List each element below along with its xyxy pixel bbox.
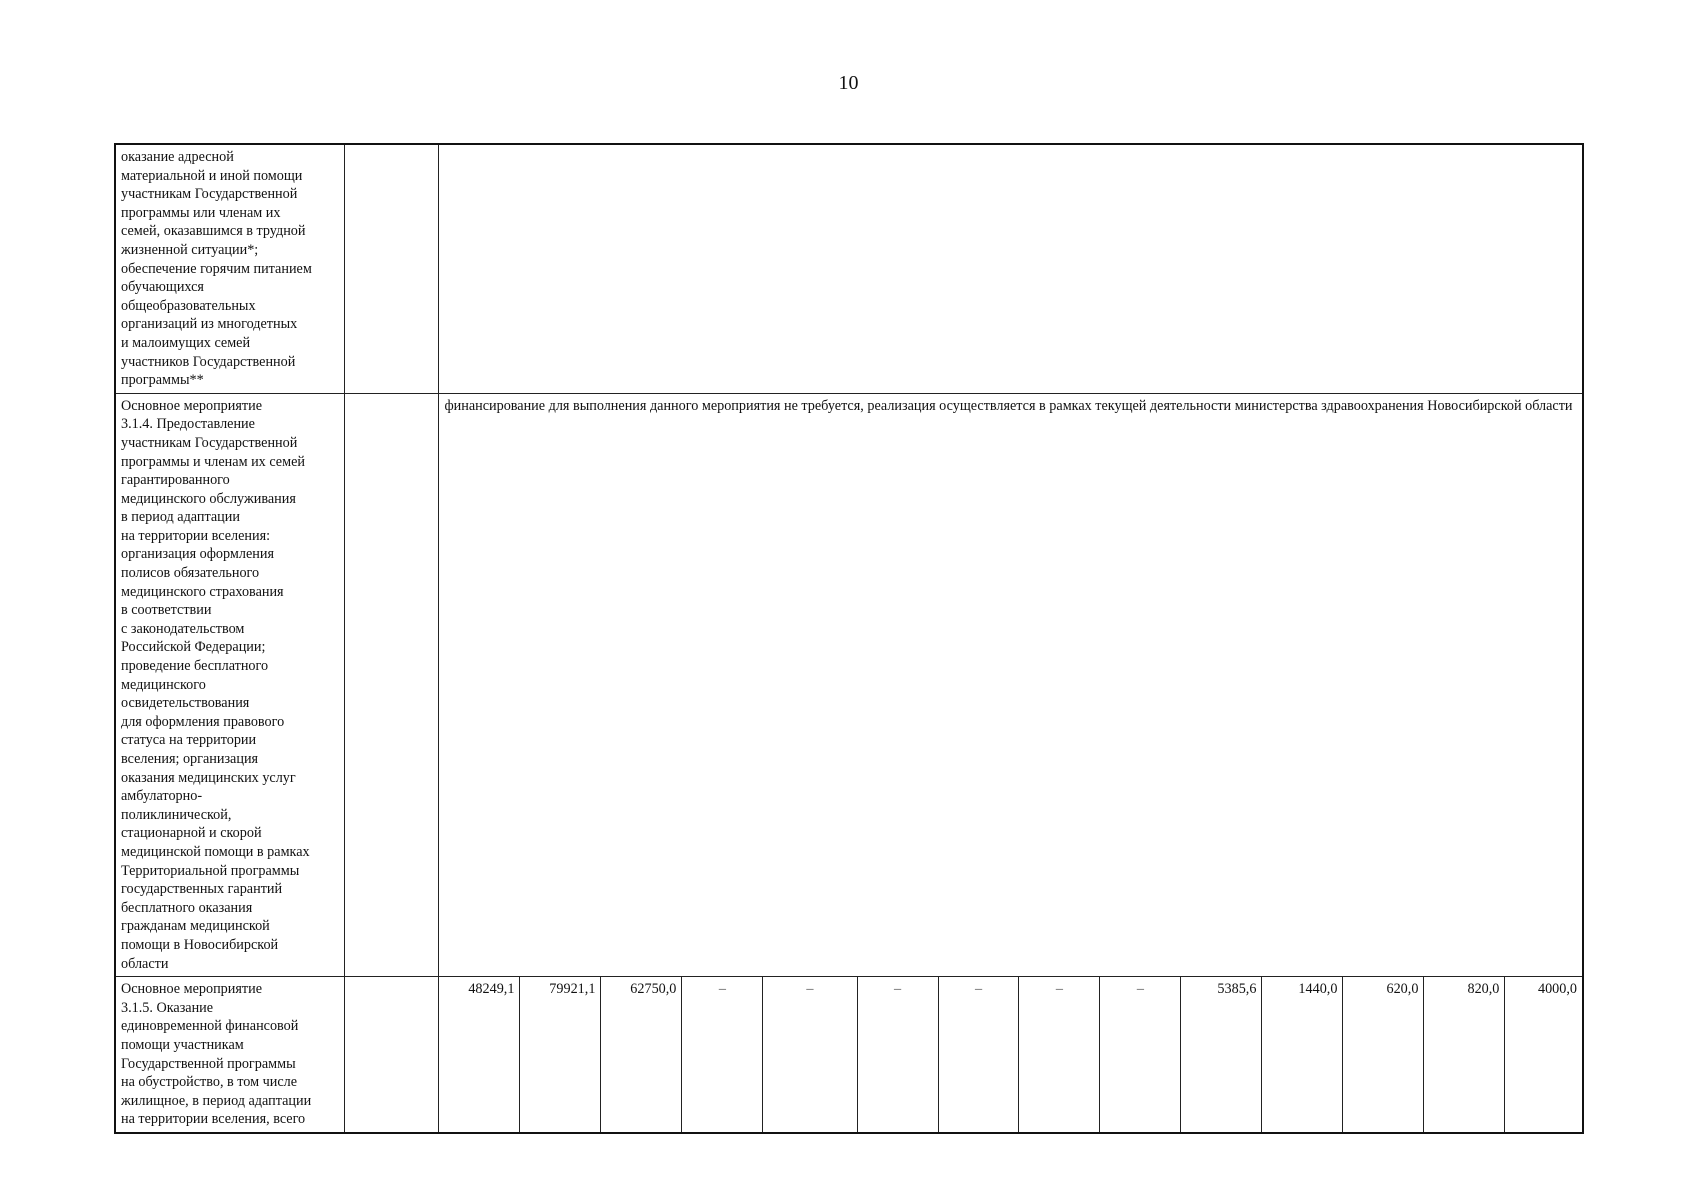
row-label: оказание адресной материальной и иной помощи участникам Государственной программы или членам их семей, оказавшимся в трудной жизненной ситуации*; обеспечение горячим питанием обучающихся общеобразовательных организаций из многодетных и малоимущих семей участников Государственной программы** — [115, 144, 345, 393]
page-number: 10 — [838, 72, 859, 94]
value-cell: – — [857, 977, 938, 1133]
value-cell: – — [1100, 977, 1181, 1133]
table-row — [115, 977, 1583, 1133]
value-cell: 1440,0 — [1262, 977, 1343, 1133]
row-col2 — [345, 393, 439, 976]
row-col2 — [345, 977, 439, 1133]
value-cell: – — [1019, 977, 1100, 1133]
value-cell: 62750,0 — [601, 977, 682, 1133]
value-cell: 4000,0 — [1505, 977, 1583, 1133]
value-cell: 5385,6 — [1181, 977, 1262, 1133]
value-cell: – — [938, 977, 1019, 1133]
value-cell: 620,0 — [1343, 977, 1424, 1133]
table-row — [115, 144, 1583, 393]
row-label: Основное мероприятие 3.1.5. Оказание единовременной финансовой помощи участникам Государственной программы на обустройство, в том числе жилищное, в период адаптации на территории вселения, всего — [115, 977, 345, 1133]
value-cell: – — [682, 977, 763, 1133]
value-cell: 820,0 — [1424, 977, 1505, 1133]
table-row — [115, 393, 1583, 976]
row-merged-cell — [439, 144, 1583, 393]
program-table — [114, 143, 1584, 1134]
row-merged-cell: финансирование для выполнения данного мероприятия не требуется, реализация осуществляется в рамках текущей деятельности министерства здравоохранения Новосибирской области — [439, 393, 1583, 976]
value-cell: 48249,1 — [439, 977, 520, 1133]
value-cell: 79921,1 — [520, 977, 601, 1133]
value-cell: – — [763, 977, 857, 1133]
row-col2 — [345, 144, 439, 393]
row-label: Основное мероприятие 3.1.4. Предоставление участникам Государственной программы и членам их семей гарантированного медицинского обслуживания в период адаптации на территории вселения: организация оформления полисов обязательного медицинского страхования в соответствии с законодательством Российской Федерации; проведение бесплатного медицинского освидетельствования для оформления правового статуса на территории вселения; организация оказания медицинских услуг амбулаторно- поликлинической, стационарной и скорой медицинской помощи в рамках Территориальной программы государственных гарантий бесплатного оказания гражданам медицинской помощи в Новосибирской области — [115, 393, 345, 976]
